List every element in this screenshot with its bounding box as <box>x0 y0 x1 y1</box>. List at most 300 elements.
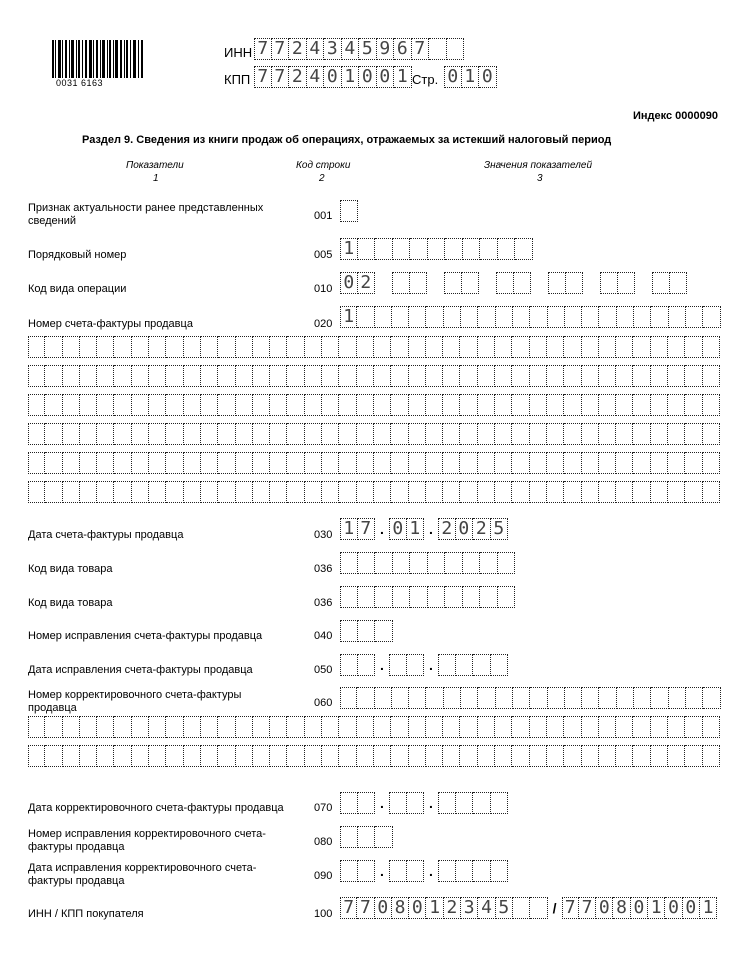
char-cell[interactable] <box>201 423 218 445</box>
char-cell[interactable] <box>201 394 218 416</box>
char-cell[interactable] <box>340 860 358 882</box>
char-cell[interactable] <box>80 452 97 474</box>
char-cell[interactable] <box>564 336 581 358</box>
char-cell[interactable] <box>491 654 509 676</box>
char-cell[interactable] <box>633 423 650 445</box>
char-cell[interactable] <box>166 394 183 416</box>
char-cell[interactable] <box>374 716 391 738</box>
char-cell[interactable] <box>651 687 668 709</box>
char-cell[interactable] <box>63 365 80 387</box>
char-cell[interactable] <box>460 365 477 387</box>
char-cell[interactable] <box>375 586 393 608</box>
char-cell[interactable] <box>63 716 80 738</box>
char-cell[interactable] <box>270 336 287 358</box>
char-cell[interactable] <box>599 423 616 445</box>
char-cell[interactable] <box>409 365 426 387</box>
char-cell[interactable] <box>498 586 516 608</box>
char-cell[interactable] <box>669 306 686 328</box>
char-cell[interactable] <box>652 272 670 294</box>
char-cell[interactable] <box>428 238 446 260</box>
char-cell[interactable] <box>651 394 668 416</box>
char-cell[interactable]: 1 <box>340 238 358 260</box>
char-cell[interactable] <box>28 716 45 738</box>
char-cell[interactable] <box>547 452 564 474</box>
page-cells[interactable] <box>444 66 497 88</box>
char-cell[interactable] <box>391 365 408 387</box>
char-cell[interactable] <box>218 423 235 445</box>
char-cell[interactable] <box>374 745 391 767</box>
char-cell[interactable] <box>149 394 166 416</box>
char-cell[interactable] <box>201 336 218 358</box>
char-cell[interactable] <box>80 394 97 416</box>
char-cell[interactable] <box>548 272 566 294</box>
char-cell[interactable] <box>114 423 131 445</box>
char-cell[interactable] <box>80 365 97 387</box>
char-cell[interactable] <box>480 586 498 608</box>
char-cell[interactable] <box>253 716 270 738</box>
char-cell[interactable] <box>393 552 411 574</box>
char-cell[interactable] <box>389 860 407 882</box>
char-cell[interactable] <box>391 716 408 738</box>
char-cell[interactable] <box>409 687 426 709</box>
char-cell[interactable] <box>132 745 149 767</box>
char-cell[interactable] <box>184 481 201 503</box>
char-cell[interactable] <box>565 306 582 328</box>
char-cell[interactable] <box>495 716 512 738</box>
char-cell[interactable] <box>80 423 97 445</box>
char-cell[interactable]: 5 <box>491 518 509 540</box>
char-cell[interactable] <box>478 365 495 387</box>
char-cell[interactable] <box>633 745 650 767</box>
char-cell[interactable] <box>374 336 391 358</box>
char-cell[interactable] <box>339 336 356 358</box>
char-cell[interactable] <box>616 481 633 503</box>
char-cell[interactable] <box>114 365 131 387</box>
char-cell[interactable] <box>512 716 529 738</box>
char-cell[interactable] <box>253 394 270 416</box>
char-cell[interactable] <box>236 336 253 358</box>
char-cell[interactable] <box>496 306 513 328</box>
char-cell[interactable] <box>514 272 532 294</box>
field-060[interactable] <box>340 687 721 709</box>
field-040[interactable] <box>340 620 393 642</box>
char-cell[interactable] <box>512 745 529 767</box>
char-cell[interactable] <box>287 452 304 474</box>
char-cell[interactable] <box>305 716 322 738</box>
char-cell[interactable] <box>651 306 668 328</box>
char-cell[interactable] <box>132 394 149 416</box>
char-cell[interactable] <box>582 394 599 416</box>
char-cell[interactable] <box>473 860 491 882</box>
char-cell[interactable] <box>703 687 720 709</box>
char-cell[interactable] <box>530 365 547 387</box>
char-cell[interactable] <box>374 394 391 416</box>
char-cell[interactable]: 4 <box>342 38 360 60</box>
char-cell[interactable] <box>389 654 407 676</box>
char-cell[interactable] <box>392 272 410 294</box>
char-cell[interactable] <box>445 238 463 260</box>
char-cell[interactable] <box>201 481 218 503</box>
char-cell[interactable] <box>495 365 512 387</box>
char-cell[interactable] <box>166 423 183 445</box>
char-cell[interactable] <box>463 552 481 574</box>
char-cell[interactable] <box>444 306 461 328</box>
char-cell[interactable] <box>340 620 358 642</box>
char-cell[interactable] <box>703 423 720 445</box>
char-cell[interactable] <box>409 423 426 445</box>
char-cell[interactable] <box>80 745 97 767</box>
char-cell[interactable] <box>132 423 149 445</box>
char-cell[interactable]: 9 <box>377 38 395 60</box>
char-cell[interactable] <box>218 336 235 358</box>
char-cell[interactable]: 2 <box>438 518 456 540</box>
char-cell[interactable] <box>428 586 446 608</box>
char-cell[interactable] <box>426 423 443 445</box>
char-cell[interactable] <box>616 336 633 358</box>
char-cell[interactable] <box>530 336 547 358</box>
char-cell[interactable] <box>63 452 80 474</box>
char-cell[interactable] <box>322 716 339 738</box>
char-cell[interactable] <box>564 716 581 738</box>
char-cell[interactable]: 7 <box>340 897 357 919</box>
char-cell[interactable] <box>340 792 358 814</box>
char-cell[interactable] <box>236 394 253 416</box>
char-cell[interactable] <box>599 336 616 358</box>
char-cell[interactable] <box>686 687 703 709</box>
char-cell[interactable] <box>374 365 391 387</box>
char-cell[interactable] <box>63 336 80 358</box>
char-cell[interactable] <box>515 238 533 260</box>
char-cell[interactable] <box>668 452 685 474</box>
char-cell[interactable]: 1 <box>648 897 665 919</box>
char-cell[interactable] <box>339 365 356 387</box>
char-cell[interactable]: 7 <box>254 38 272 60</box>
char-cell[interactable] <box>443 423 460 445</box>
char-cell[interactable] <box>114 716 131 738</box>
char-cell[interactable] <box>564 365 581 387</box>
char-cell[interactable] <box>322 423 339 445</box>
char-cell[interactable]: 7 <box>579 897 596 919</box>
char-cell[interactable] <box>357 365 374 387</box>
char-cell[interactable] <box>201 452 218 474</box>
char-cell[interactable] <box>201 716 218 738</box>
char-cell[interactable] <box>410 586 428 608</box>
char-cell[interactable] <box>358 552 376 574</box>
char-cell[interactable]: 7 <box>272 38 290 60</box>
char-cell[interactable] <box>600 272 618 294</box>
char-cell[interactable] <box>685 336 702 358</box>
char-cell[interactable] <box>703 452 720 474</box>
char-cell[interactable] <box>685 423 702 445</box>
char-cell[interactable] <box>460 716 477 738</box>
char-cell[interactable] <box>495 481 512 503</box>
char-cell[interactable] <box>166 745 183 767</box>
char-cell[interactable] <box>340 826 358 848</box>
char-cell[interactable] <box>391 336 408 358</box>
char-cell[interactable]: 0 <box>389 518 407 540</box>
char-cell[interactable] <box>438 792 456 814</box>
char-cell[interactable]: 2 <box>358 272 376 294</box>
char-cell[interactable] <box>97 452 114 474</box>
char-cell[interactable]: 1 <box>342 66 360 88</box>
char-cell[interactable] <box>443 745 460 767</box>
char-cell[interactable] <box>322 394 339 416</box>
char-cell[interactable] <box>393 586 411 608</box>
char-row[interactable] <box>28 423 720 445</box>
char-cell[interactable] <box>253 336 270 358</box>
char-cell[interactable] <box>45 716 62 738</box>
char-cell[interactable] <box>97 394 114 416</box>
char-cell[interactable] <box>45 394 62 416</box>
char-cell[interactable] <box>236 452 253 474</box>
char-cell[interactable] <box>512 394 529 416</box>
char-cell[interactable] <box>339 452 356 474</box>
char-cell[interactable] <box>616 394 633 416</box>
char-cell[interactable] <box>582 452 599 474</box>
char-cell[interactable] <box>132 716 149 738</box>
char-cell[interactable] <box>253 365 270 387</box>
char-cell[interactable] <box>564 423 581 445</box>
char-cell[interactable] <box>236 423 253 445</box>
char-cell[interactable] <box>498 552 516 574</box>
char-cell[interactable]: 5 <box>359 38 377 60</box>
char-cell[interactable]: 0 <box>340 272 358 294</box>
char-cell[interactable] <box>461 687 478 709</box>
char-cell[interactable] <box>409 306 426 328</box>
char-cell[interactable] <box>305 481 322 503</box>
char-cell[interactable] <box>184 394 201 416</box>
field-050[interactable] <box>340 654 508 676</box>
char-cell[interactable] <box>599 306 616 328</box>
char-cell[interactable] <box>114 481 131 503</box>
char-cell[interactable] <box>599 716 616 738</box>
char-cell[interactable] <box>391 452 408 474</box>
char-cell[interactable] <box>97 716 114 738</box>
char-cell[interactable]: 6 <box>394 38 412 60</box>
char-cell[interactable] <box>45 365 62 387</box>
char-cell[interactable] <box>530 897 547 919</box>
char-cell[interactable] <box>305 745 322 767</box>
char-cell[interactable] <box>703 365 720 387</box>
char-cell[interactable] <box>28 336 45 358</box>
char-cell[interactable] <box>97 365 114 387</box>
char-cell[interactable] <box>599 394 616 416</box>
char-cell[interactable] <box>407 792 425 814</box>
char-cell[interactable] <box>166 716 183 738</box>
char-cell[interactable] <box>616 716 633 738</box>
char-cell[interactable] <box>530 481 547 503</box>
char-cell[interactable] <box>495 423 512 445</box>
char-cell[interactable] <box>184 452 201 474</box>
char-cell[interactable] <box>444 272 462 294</box>
char-cell[interactable] <box>80 336 97 358</box>
char-cell[interactable]: 2 <box>444 897 461 919</box>
char-cell[interactable] <box>530 745 547 767</box>
char-cell[interactable] <box>478 452 495 474</box>
char-cell[interactable] <box>495 394 512 416</box>
char-cell[interactable] <box>358 792 376 814</box>
char-cell[interactable] <box>149 452 166 474</box>
char-cell[interactable] <box>270 716 287 738</box>
char-cell[interactable]: 7 <box>272 66 290 88</box>
char-cell[interactable] <box>358 860 376 882</box>
char-cell[interactable] <box>548 687 565 709</box>
char-cell[interactable] <box>236 716 253 738</box>
char-cell[interactable] <box>443 394 460 416</box>
char-cell[interactable] <box>375 552 393 574</box>
field-036b[interactable] <box>340 586 515 608</box>
char-cell[interactable] <box>634 306 651 328</box>
char-cell[interactable] <box>599 481 616 503</box>
char-cell[interactable] <box>287 336 304 358</box>
char-cell[interactable] <box>651 716 668 738</box>
char-cell[interactable] <box>447 38 465 60</box>
char-cell[interactable]: 1 <box>462 66 480 88</box>
char-cell[interactable] <box>375 620 393 642</box>
char-cell[interactable] <box>45 745 62 767</box>
char-cell[interactable] <box>114 394 131 416</box>
char-cell[interactable] <box>668 716 685 738</box>
char-cell[interactable] <box>633 336 650 358</box>
char-cell[interactable]: 2 <box>289 66 307 88</box>
char-cell[interactable] <box>340 654 358 676</box>
char-cell[interactable] <box>429 38 447 60</box>
char-cell[interactable] <box>668 394 685 416</box>
char-cell[interactable] <box>530 687 547 709</box>
char-cell[interactable] <box>426 336 443 358</box>
char-cell[interactable] <box>685 365 702 387</box>
char-cell[interactable] <box>391 394 408 416</box>
char-cell[interactable] <box>28 394 45 416</box>
char-cell[interactable] <box>374 452 391 474</box>
char-cell[interactable] <box>460 394 477 416</box>
char-cell[interactable] <box>270 452 287 474</box>
char-cell[interactable] <box>428 552 446 574</box>
char-cell[interactable] <box>218 394 235 416</box>
char-cell[interactable] <box>685 716 702 738</box>
char-cell[interactable] <box>495 336 512 358</box>
char-cell[interactable]: 0 <box>375 897 392 919</box>
char-cell[interactable] <box>407 654 425 676</box>
char-cell[interactable] <box>703 306 720 328</box>
char-cell[interactable] <box>685 452 702 474</box>
char-cell[interactable] <box>582 336 599 358</box>
char-cell[interactable] <box>530 423 547 445</box>
char-cell[interactable] <box>530 394 547 416</box>
char-cell[interactable]: 0 <box>409 897 426 919</box>
char-cell[interactable] <box>114 745 131 767</box>
char-cell[interactable] <box>409 745 426 767</box>
char-cell[interactable] <box>270 365 287 387</box>
char-cell[interactable] <box>564 745 581 767</box>
char-cell[interactable] <box>491 792 509 814</box>
char-cell[interactable] <box>443 365 460 387</box>
char-cell[interactable] <box>339 481 356 503</box>
char-cell[interactable] <box>426 716 443 738</box>
char-cell[interactable] <box>512 481 529 503</box>
field-090[interactable] <box>340 860 508 882</box>
char-cell[interactable]: 7 <box>412 38 430 60</box>
char-cell[interactable] <box>218 481 235 503</box>
char-cell[interactable] <box>410 238 428 260</box>
char-cell[interactable] <box>357 716 374 738</box>
char-cell[interactable] <box>45 423 62 445</box>
char-cell[interactable] <box>599 745 616 767</box>
char-cell[interactable] <box>270 745 287 767</box>
char-cell[interactable] <box>28 745 45 767</box>
char-cell[interactable] <box>616 452 633 474</box>
char-cell[interactable] <box>495 745 512 767</box>
char-cell[interactable] <box>703 745 720 767</box>
char-cell[interactable] <box>496 272 514 294</box>
char-cell[interactable] <box>617 306 634 328</box>
char-cell[interactable] <box>184 745 201 767</box>
char-cell[interactable]: 0 <box>596 897 613 919</box>
char-cell[interactable] <box>473 654 491 676</box>
char-cell[interactable] <box>668 423 685 445</box>
char-row[interactable] <box>28 336 720 358</box>
char-cell[interactable] <box>668 745 685 767</box>
char-cell[interactable] <box>287 481 304 503</box>
char-cell[interactable] <box>149 745 166 767</box>
char-cell[interactable] <box>357 452 374 474</box>
char-cell[interactable] <box>565 687 582 709</box>
char-cell[interactable] <box>426 394 443 416</box>
char-cell[interactable]: 0 <box>631 897 648 919</box>
char-cell[interactable]: 0 <box>324 66 342 88</box>
char-cell[interactable] <box>685 745 702 767</box>
char-cell[interactable] <box>340 586 358 608</box>
char-cell[interactable] <box>478 745 495 767</box>
char-cell[interactable] <box>340 687 357 709</box>
char-cell[interactable] <box>456 792 474 814</box>
char-cell[interactable] <box>512 336 529 358</box>
field-070[interactable] <box>340 792 508 814</box>
char-cell[interactable] <box>460 423 477 445</box>
char-cell[interactable]: 7 <box>357 897 374 919</box>
char-cell[interactable] <box>651 423 668 445</box>
char-cell[interactable]: 1 <box>426 897 443 919</box>
char-cell[interactable]: 1 <box>340 306 357 328</box>
char-cell[interactable] <box>201 745 218 767</box>
char-cell[interactable] <box>358 620 376 642</box>
char-cell[interactable]: 1 <box>700 897 717 919</box>
char-cell[interactable] <box>409 452 426 474</box>
char-cell[interactable] <box>393 238 411 260</box>
char-cell[interactable] <box>410 272 428 294</box>
char-cell[interactable] <box>375 826 393 848</box>
char-cell[interactable] <box>456 654 474 676</box>
char-cell[interactable] <box>547 481 564 503</box>
char-cell[interactable] <box>374 481 391 503</box>
char-cell[interactable] <box>305 423 322 445</box>
char-cell[interactable]: 7 <box>254 66 272 88</box>
char-cell[interactable] <box>478 716 495 738</box>
char-cell[interactable] <box>616 365 633 387</box>
char-cell[interactable] <box>28 423 45 445</box>
char-cell[interactable] <box>461 306 478 328</box>
char-cell[interactable] <box>97 423 114 445</box>
char-cell[interactable] <box>236 365 253 387</box>
char-cell[interactable] <box>114 452 131 474</box>
char-cell[interactable] <box>253 452 270 474</box>
char-cell[interactable] <box>512 423 529 445</box>
char-cell[interactable] <box>391 423 408 445</box>
field-020[interactable] <box>340 306 721 328</box>
field-001[interactable] <box>340 200 358 222</box>
char-cell[interactable] <box>480 238 498 260</box>
char-cell[interactable] <box>357 423 374 445</box>
